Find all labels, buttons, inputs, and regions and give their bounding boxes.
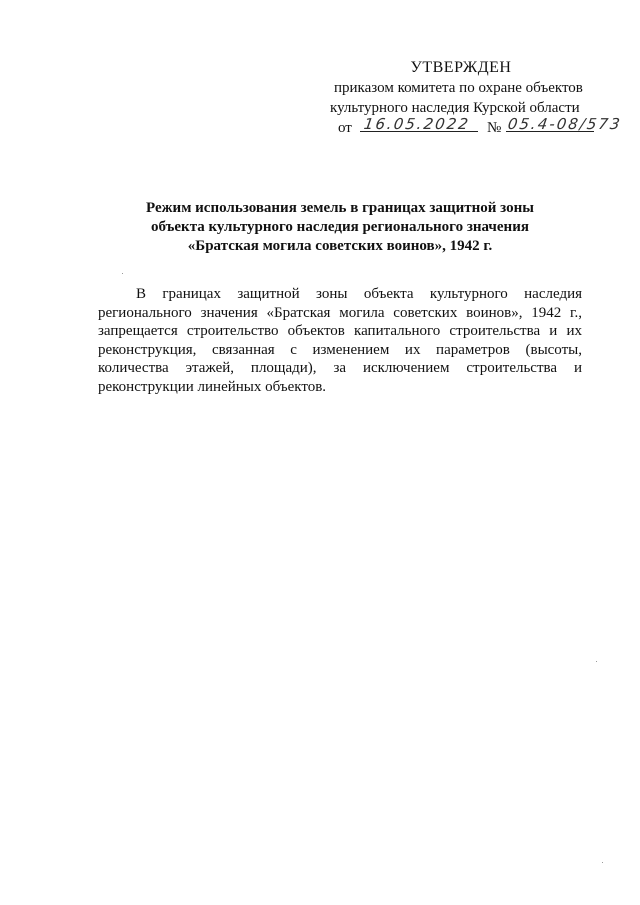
date-label: от [338, 120, 352, 136]
title-line-3: «Братская могила советских воинов», 1942 г. [187, 238, 493, 254]
body-paragraph: В границах защитной зоны объекта культурного наследия регионального значения «Братская могила советских воинов», 1942 г., запрещается строительство объектов капитального строительства и их реконструкция, связанная с изменением их параметров (высоты, количества этажей, площади), за исключением строительства и реконструкции линейных объектов. [98, 286, 582, 395]
scan-speck [122, 273, 123, 274]
handwritten-order-number: 05.4-08/573 [506, 115, 623, 133]
document-title [100, 199, 580, 256]
number-label: № [487, 120, 502, 136]
handwritten-date: 16.05.2022 [362, 115, 472, 133]
approval-title: УТВЕРЖДЕН [410, 59, 512, 76]
title-line-2: объекта культурного наследия регионального значения [151, 219, 529, 235]
approval-authority-line-2: культурного наследия Курской области [330, 100, 580, 116]
scan-speck [602, 862, 603, 863]
approval-authority-line-1: приказом комитета по охране объектов [334, 80, 583, 96]
title-line-1: Режим использования земель в границах защитной зоны [146, 200, 534, 216]
approval-stamp [324, 58, 624, 142]
scan-speck [596, 661, 597, 662]
order-reference [324, 115, 624, 142]
